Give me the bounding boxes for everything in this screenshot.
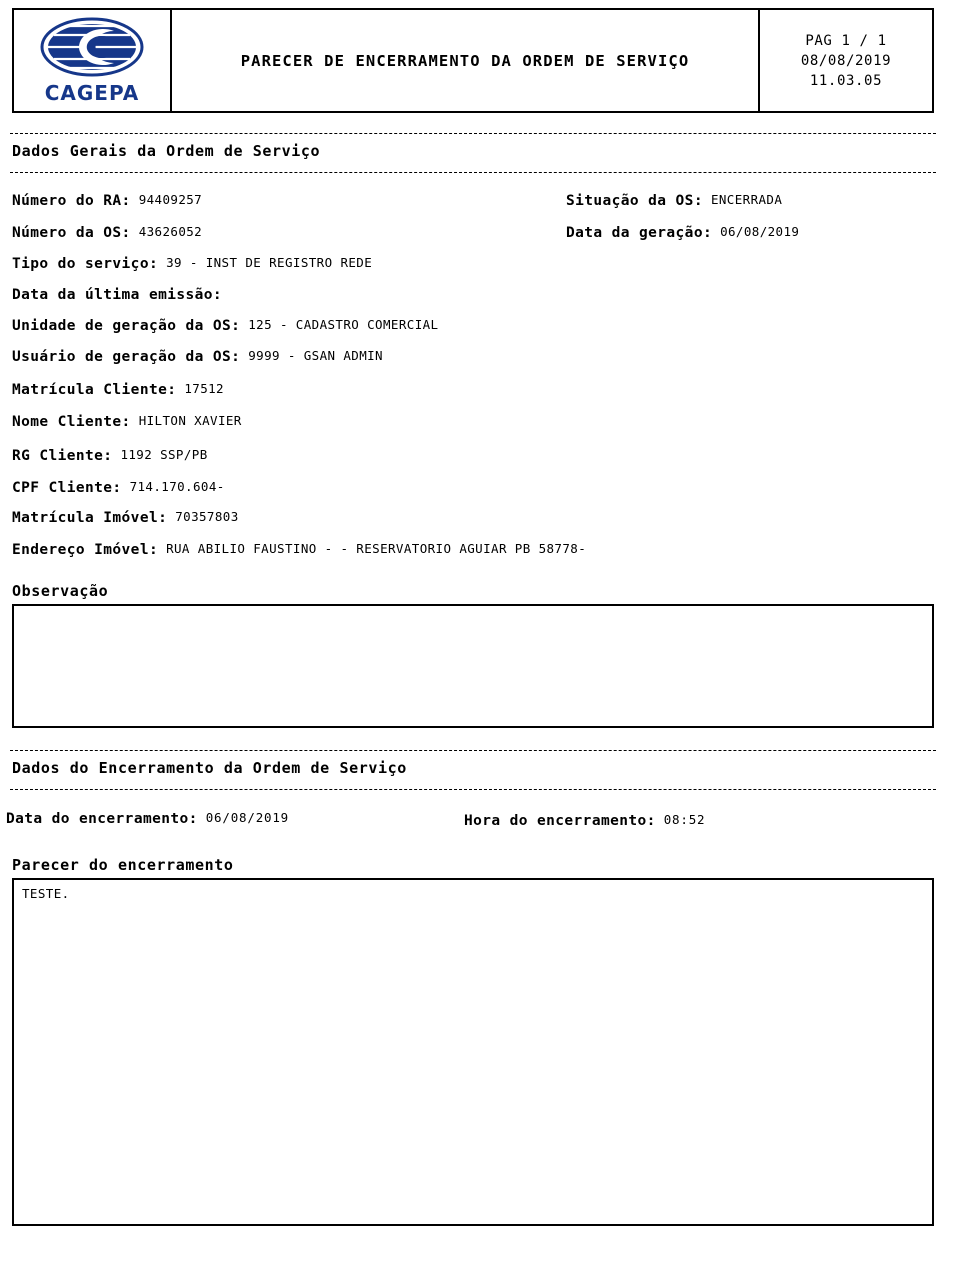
unidade-geracao-label: Unidade de geração da OS: xyxy=(12,318,241,334)
header-meta-cell xyxy=(760,10,932,111)
nome-cliente-value: HILTON XAVIER xyxy=(138,413,242,428)
usuario-geracao-label: Usuário de geração da OS: xyxy=(12,349,241,365)
parecer-label: Parecer do encerramento xyxy=(12,856,234,874)
page-title: PARECER DE ENCERRAMENTO DA ORDEM DE SERVIÇO xyxy=(240,51,690,70)
cagepa-logo-icon xyxy=(40,17,144,77)
field-hora-encerramento xyxy=(464,813,705,829)
data-encerramento-value: 06/08/2019 xyxy=(205,810,289,825)
numero-os-label: Número da OS: xyxy=(12,225,131,241)
logo-wordmark: CAGEPA xyxy=(44,80,140,105)
numero-ra-value: 94409257 xyxy=(138,192,203,207)
data-encerramento-label: Data do encerramento: xyxy=(6,811,198,827)
endereco-imovel-label: Endereço Imóvel: xyxy=(12,542,159,558)
data-geracao-label: Data da geração: xyxy=(566,225,713,241)
field-rg-cliente xyxy=(12,448,208,464)
tipo-servico-label: Tipo do serviço: xyxy=(12,256,159,272)
print-time: 11.03.05 xyxy=(809,72,883,89)
field-data-ultima-emissao xyxy=(12,287,230,303)
rg-cliente-label: RG Cliente: xyxy=(12,448,113,464)
data-ultima-emissao-label: Data da última emissão: xyxy=(12,287,222,303)
matricula-imovel-value: 70357803 xyxy=(175,509,239,524)
matricula-imovel-label: Matrícula Imóvel: xyxy=(12,510,168,526)
unidade-geracao-value: 125 - CADASTRO COMERCIAL xyxy=(248,317,439,332)
cpf-cliente-label: CPF Cliente: xyxy=(12,480,122,496)
observacao-box[interactable] xyxy=(12,604,934,728)
observacao-value xyxy=(14,606,932,618)
numero-ra-label: Número do RA: xyxy=(12,193,131,209)
field-matricula-cliente xyxy=(12,382,224,398)
tipo-servico-value: 39 - INST DE REGISTRO REDE xyxy=(166,255,373,270)
field-numero-os xyxy=(12,225,202,241)
data-geracao-value: 06/08/2019 xyxy=(720,224,800,239)
section-divider-top xyxy=(10,133,936,134)
page-number: PAG 1 / 1 xyxy=(805,32,887,49)
field-unidade-geracao xyxy=(12,318,438,334)
logo-cell xyxy=(14,10,172,111)
field-cpf-cliente xyxy=(12,480,225,496)
field-matricula-imovel xyxy=(12,510,239,526)
cpf-cliente-value: 714.170.604- xyxy=(129,479,225,494)
field-usuario-geracao xyxy=(12,349,383,365)
field-data-encerramento xyxy=(6,811,289,827)
field-data-geracao xyxy=(566,225,799,241)
usuario-geracao-value: 9999 - GSAN ADMIN xyxy=(248,348,383,363)
field-endereco-imovel xyxy=(12,542,586,558)
hora-encerramento-value: 08:52 xyxy=(663,812,706,827)
field-tipo-servico xyxy=(12,256,372,272)
nome-cliente-label: Nome Cliente: xyxy=(12,414,131,430)
matricula-cliente-value: 17512 xyxy=(184,381,224,396)
closure-divider-top xyxy=(10,750,936,751)
rg-cliente-value: 1192 SSP/PB xyxy=(120,447,208,462)
numero-os-value: 43626052 xyxy=(138,224,203,239)
matricula-cliente-label: Matrícula Cliente: xyxy=(12,382,177,398)
header-title-cell xyxy=(172,10,760,111)
parecer-box[interactable] xyxy=(12,878,934,1226)
closure-divider-bottom xyxy=(10,789,936,790)
print-date: 08/08/2019 xyxy=(800,52,892,69)
document-header xyxy=(12,8,934,113)
situacao-os-value: ENCERRADA xyxy=(710,192,783,207)
situacao-os-label: Situação da OS: xyxy=(566,193,703,209)
parecer-value: TESTE. xyxy=(22,886,70,901)
section-divider-bottom xyxy=(10,172,936,173)
section-title-general: Dados Gerais da Ordem de Serviço xyxy=(12,142,321,160)
field-situacao-os xyxy=(566,193,782,209)
field-nome-cliente xyxy=(12,414,242,430)
field-numero-ra xyxy=(12,193,202,209)
section-title-closure: Dados do Encerramento da Ordem de Serviço xyxy=(12,759,407,777)
endereco-imovel-value: RUA ABILIO FAUSTINO - - RESERVATORIO AGUIAR PB 58778- xyxy=(166,541,587,556)
observacao-label: Observação xyxy=(12,582,109,600)
cagepa-logo xyxy=(22,15,162,107)
hora-encerramento-label: Hora do encerramento: xyxy=(464,813,656,829)
